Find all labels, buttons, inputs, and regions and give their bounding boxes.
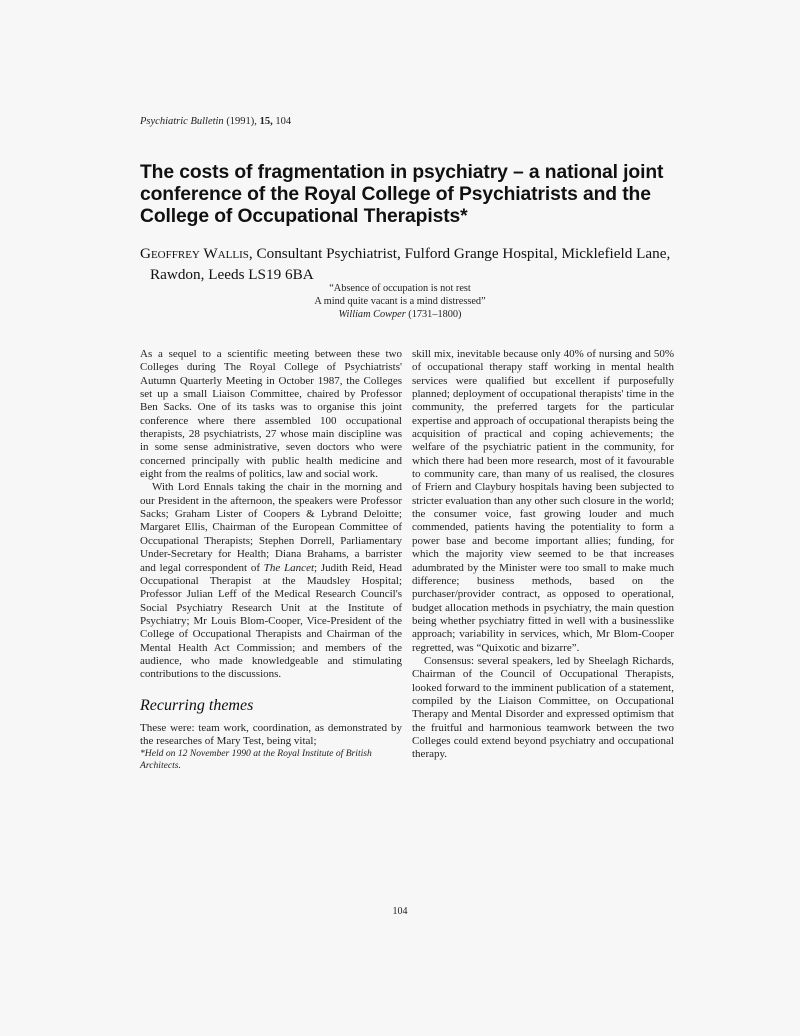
- journal-page: 104: [275, 116, 292, 127]
- right-paragraph-1: skill mix, inevitable because only 40% of nursing and 50% of occupational therapy staff working in mental health services were qualified but excellent if purposefully planned; deployment of occupational therapists' time in the community, the preferred targets for the particular expertise and approach of occupational therapists being the acquisition of practical and coping achievements; the welfare of the psychiatric patient in the community, for which there had been more research, most of it favourable to community care, than many of us realised, the closures of Friern and Claybury hospitals having been subjected to stricter evaluation than any other such closure in the world; the consumer voice, fast growing louder and much commended, patients having the potentiality to form a power base and become important allies; funding, for which the majority view seemed to be that increases adumbrated by the Minister were too small to make much difference; business methods, based on the purchaser/provider contract, as opposed to operational, budget allocation methods in psychiatry, the main question being whether psychiatry fitted in well with a businesslike approach; variability in services, which, Mr Blom-Cooper regretted, was “Quixotic and bizarre”.: [412, 348, 674, 654]
- epigraph-author: William Cowper: [338, 309, 406, 320]
- left-paragraph-1: As a sequel to a scientific meeting between these two Colleges during The Royal College of Psychiatrists' Autumn Quarterly Meeting in October 1987, the Colleges set up a small Liaison Committee, chaired by Professor Ben Sacks. One of its tasks was to organise this joint conference where there assembled 100 occupational therapists, 28 psychiatrists, 27 whose main discipline was in some sense administrative, seven doctors who were concerned principally with public health medicine and eight from the realms of politics, law and social work.: [140, 348, 402, 481]
- left-column: [140, 348, 402, 772]
- epigraph-attribution: [230, 308, 570, 321]
- left-paragraph-2-text-a: With Lord Ennals taking the chair in the morning and our President in the afternoon, the speakers were Professor Sacks; Graham Lister of Coopers & Lybrand Deloitte; Margaret Ellis, Chairman of the European Committee of Occupational Therapists; Stephen Dorrell, Parliamentary Under-Secretary for Health; Diana Brahams, a barrister and legal correspondent of: [140, 481, 402, 574]
- epigraph: [230, 282, 570, 321]
- author-affiliation: Consultant Psychiatrist, Fulford Grange Hospital, Micklefield Lane, Rawdon, Leeds LS19 6BA: [150, 245, 671, 283]
- lancet-title: The Lancet: [263, 561, 315, 574]
- journal-name: Psychiatric Bulletin: [140, 116, 224, 127]
- page-number: 104: [392, 906, 408, 917]
- epigraph-dates: (1731–1800): [405, 309, 462, 320]
- author-name: Geoffrey Wallis,: [140, 245, 253, 262]
- journal-reference: [140, 116, 291, 127]
- section-heading-recurring-themes: Recurring themes: [140, 696, 254, 714]
- journal-year: (1991),: [226, 116, 257, 127]
- footnote: *Held on 12 November 1990 at the Royal Institute of British Architects.: [140, 748, 372, 772]
- left-paragraph-2: [140, 481, 402, 681]
- left-paragraph-2-text-b: ; Judith Reid, Head Occupational Therapist at the Maudsley Hospital; Professor Julian Leff of the Medical Research Council's Social Psychiatry Research Unit at the Institute of Psychiatry; Mr Louis Blom-Cooper, Vice-President of the College of Occupational Therapists and Chairman of the Mental Health Act Commission; and members of the audience, who made knowledgeable and stimulating contributions to the discussions.: [140, 561, 402, 681]
- left-paragraph-3: These were: team work, coordination, as demonstrated by the researches of Mary Test, being vital;: [140, 721, 402, 747]
- epigraph-line-1: “Absence of occupation is not rest: [329, 283, 471, 294]
- article-title: The costs of fragmentation in psychiatry – a national joint conference of the Royal College of Psychiatrists and the College of Occupational Therapists*: [140, 162, 664, 227]
- epigraph-line-2: A mind quite vacant is a mind distressed”: [314, 296, 486, 307]
- right-column: [412, 348, 674, 762]
- author-line: [140, 243, 690, 285]
- journal-volume: 15,: [259, 116, 273, 127]
- right-paragraph-2: Consensus: several speakers, led by Sheelagh Richards, Chairman of the Council of Occupational Therapists, looked forward to the imminent publication of a statement, compiled by the Liaison Committee, on Occupational Therapy and Mental Disorder and expressed optimism that the fruitful and harmonious teamwork between the two Colleges could extend beyond psychiatry and occupational therapy.: [412, 654, 674, 761]
